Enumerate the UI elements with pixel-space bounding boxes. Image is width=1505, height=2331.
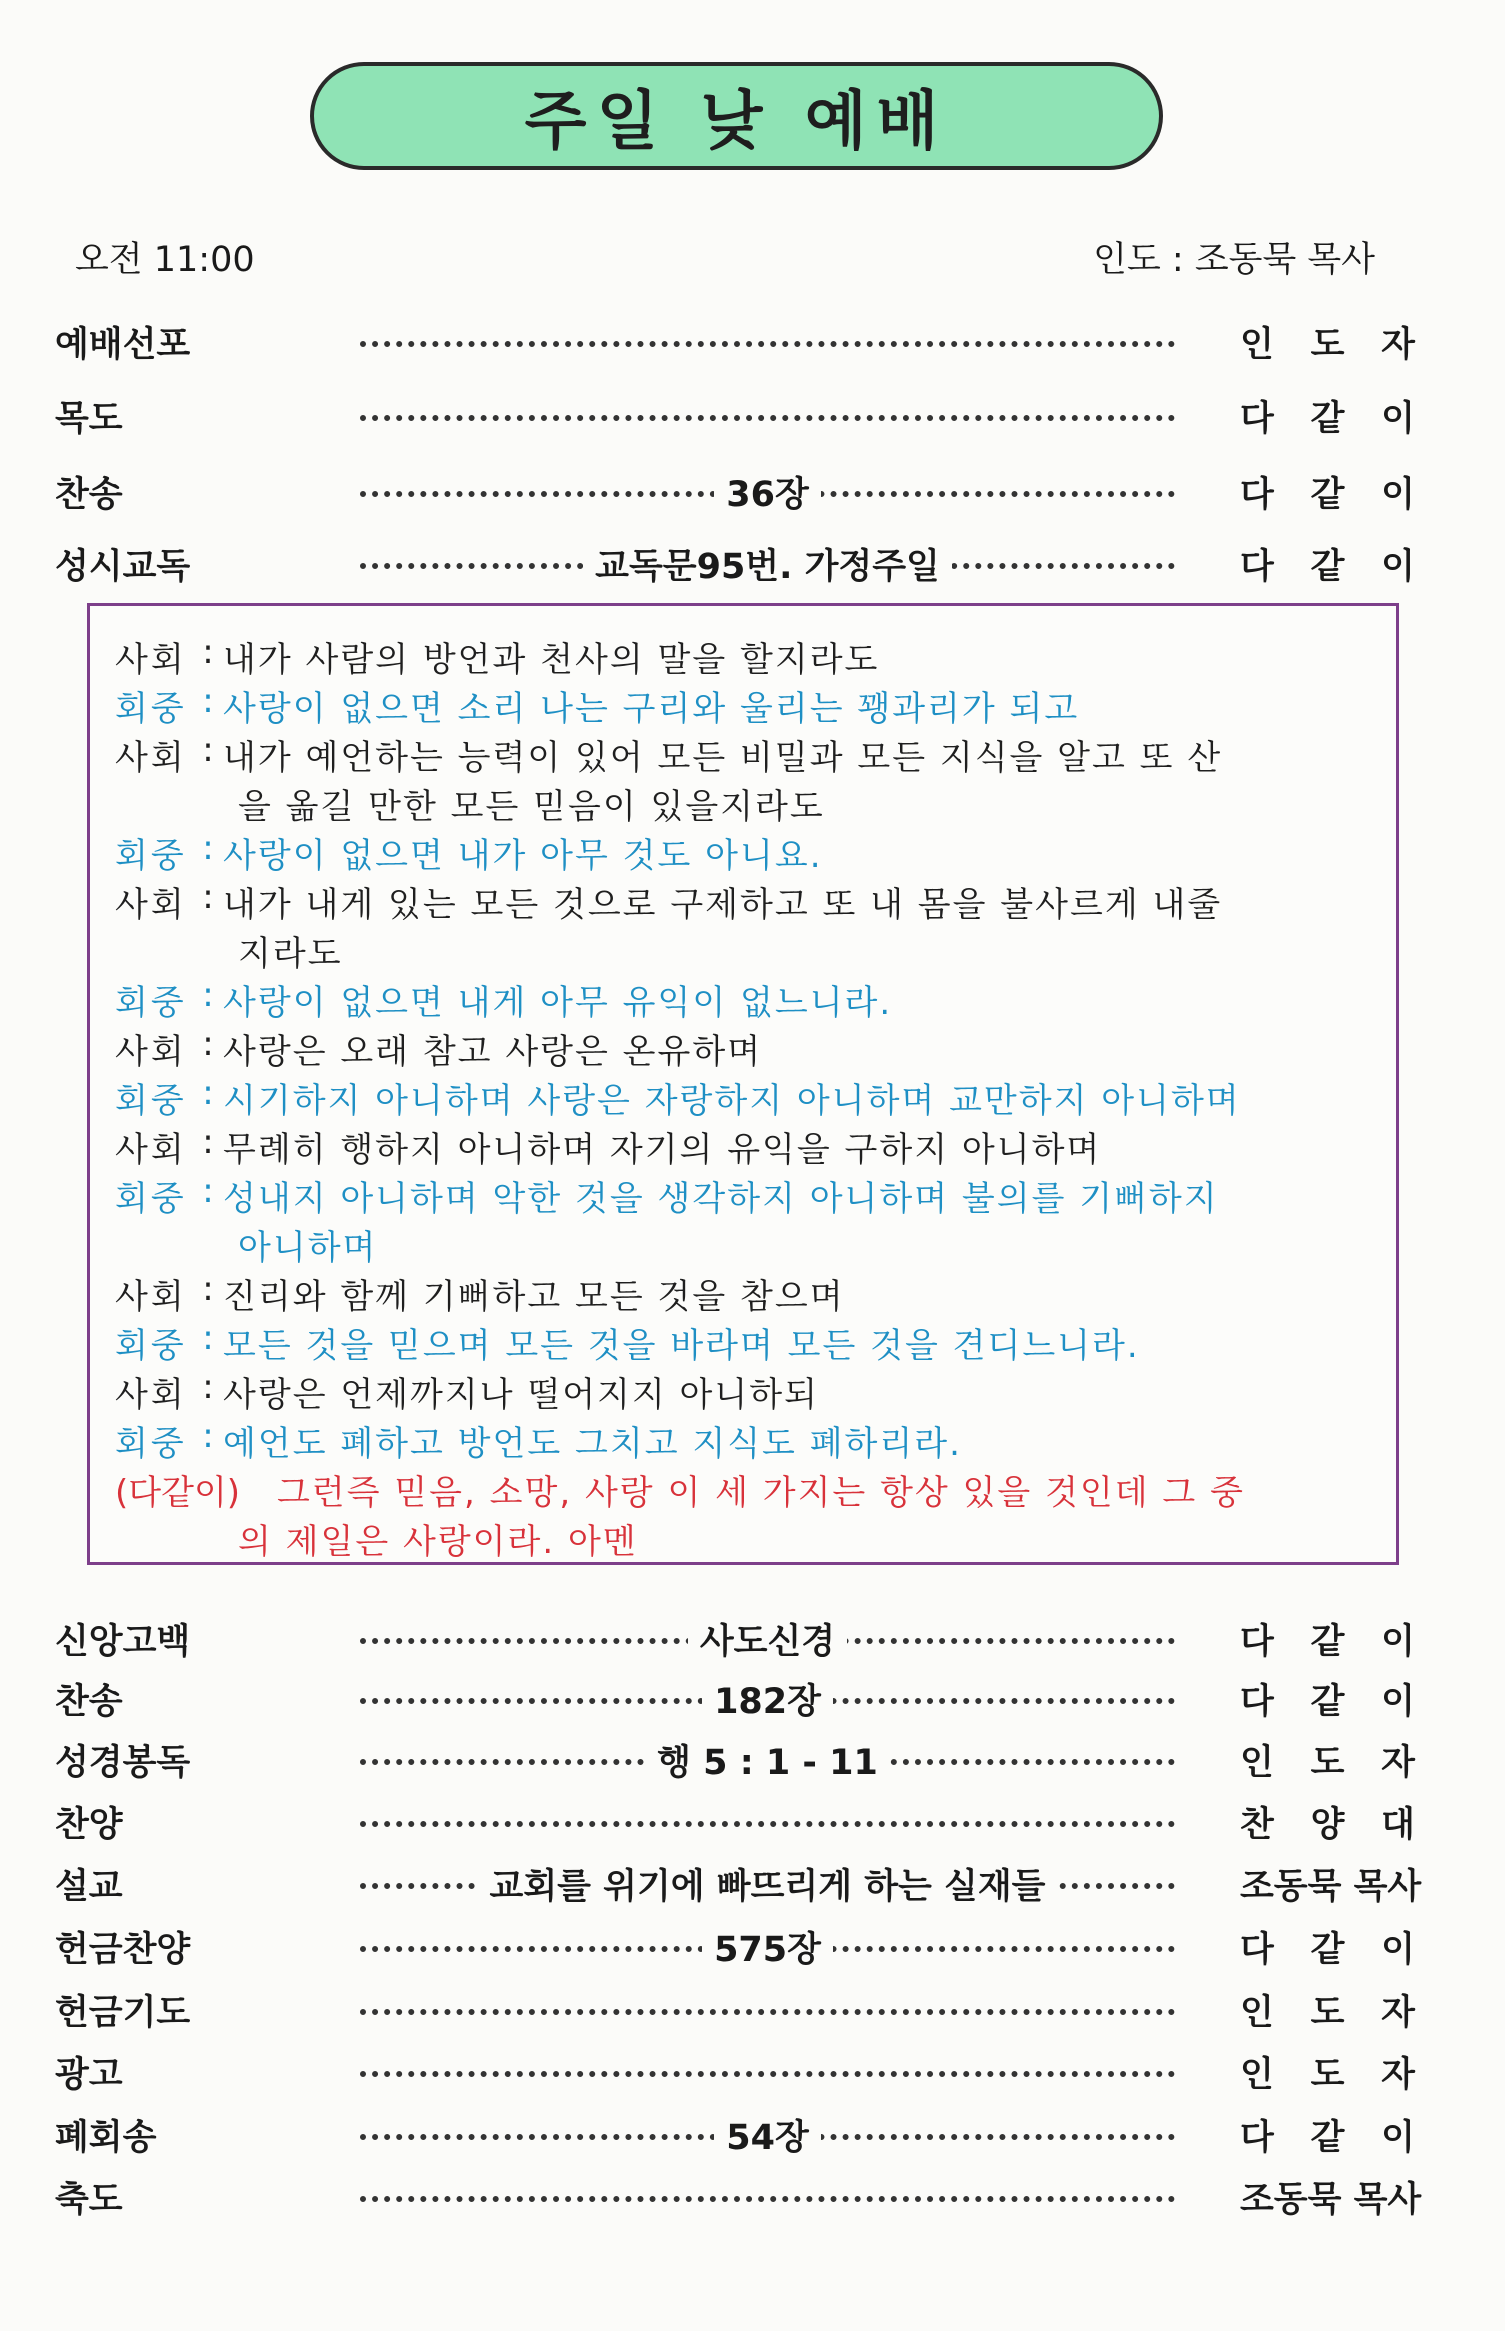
order-item-label: 성시교독 (55, 547, 191, 587)
dot-leader (360, 1821, 1175, 1827)
order-item-label: 성경봉독 (55, 1743, 191, 1783)
order-item (55, 2168, 1422, 2224)
reading-line: 회중 : 예언도 폐하고 방언도 그치고 지식도 폐하리라. (115, 1416, 962, 1464)
order-item-label: 목도 (55, 399, 123, 439)
order-item-participant: 인 도 자 (1240, 1993, 1415, 2033)
order-item (55, 2106, 1415, 2162)
reading-text: 무례히 행하지 아니하며 자기의 유익을 구하지 아니하며 (223, 1130, 1102, 1170)
reading-speaker: 사회 (115, 1032, 187, 1072)
reading-text: 사랑은 오래 참고 사랑은 온유하며 (223, 1032, 763, 1072)
reading-speaker: 회중 (115, 836, 187, 876)
order-item-detail: 사도신경 (360, 1614, 1175, 1664)
order-item-participant: 다 같 이 (1240, 1930, 1415, 1970)
reading-speaker: 사회 (115, 1375, 187, 1415)
dot-leader (360, 415, 1175, 421)
reading-line: 사회 : 내가 예언하는 능력이 있어 모든 비밀과 모든 지식을 알고 또 산 (115, 730, 1223, 778)
order-item-detail: 54장 (360, 2110, 1175, 2160)
reading-text: 진리와 함께 기뻐하고 모든 것을 참으며 (223, 1277, 845, 1317)
order-item-participant: 찬 양 대 (1240, 1805, 1415, 1845)
reading-line: 회중 : 사랑이 없으면 내가 아무 것도 아니요. (115, 828, 823, 876)
reading-line: 회중 : 사랑이 없으면 소리 나는 구리와 울리는 꽹과리가 되고 (115, 681, 1080, 729)
reading-text: 사랑이 없으면 내게 아무 유익이 없느니라. (223, 983, 893, 1023)
order-item (55, 1731, 1415, 1787)
reading-line (115, 1465, 1245, 1514)
order-item (55, 1855, 1422, 1911)
reading-text: 모든 것을 믿으며 모든 것을 바라며 모든 것을 견디느니라. (223, 1326, 1140, 1366)
service-leader: 인도 : 조동묵 목사 (1093, 240, 1375, 280)
order-item-label: 찬송 (55, 475, 123, 515)
order-item-label: 헌금기도 (55, 1993, 191, 2033)
reading-text-continued: 의 제일은 사랑이라. 아멘 (238, 1522, 638, 1562)
order-item-participant: 다 같 이 (1240, 1682, 1415, 1722)
order-item-participant: 다 같 이 (1240, 399, 1415, 439)
order-item-participant: 조동묵 목사 (1240, 1867, 1422, 1907)
order-item (55, 313, 1415, 369)
dot-leader (360, 2196, 1175, 2202)
reading-text: 성내지 아니하며 악한 것을 생각하지 아니하며 불의를 기뻐하지 (223, 1179, 1219, 1219)
order-item (55, 1610, 1415, 1666)
order-item-detail: 교회를 위기에 빠뜨리게 하는 실재들 (360, 1859, 1175, 1909)
order-item (55, 535, 1415, 591)
reading-line: 회중 : 모든 것을 믿으며 모든 것을 바라며 모든 것을 견디느니라. (115, 1318, 1140, 1366)
reading-line: 사회 : 진리와 함께 기뻐하고 모든 것을 참으며 (115, 1269, 845, 1317)
reading-speaker: (다같이) (115, 1473, 241, 1513)
reading-text: 예언도 폐하고 방언도 그치고 지식도 폐하리라. (223, 1424, 962, 1464)
reading-speaker: 회중 (115, 1179, 187, 1219)
reading-text-continued: 아니하며 (238, 1228, 378, 1268)
reading-line: 사회 : 무례히 행하지 아니하며 자기의 유익을 구하지 아니하며 (115, 1122, 1102, 1170)
reading-text: 그런즉 믿음, 소망, 사랑 이 세 가지는 항상 있을 것인데 그 중 (277, 1473, 1245, 1513)
order-item-label: 축도 (55, 2180, 123, 2220)
reading-text-continued: 을 옮길 만한 모든 믿음이 있을지라도 (238, 787, 825, 827)
reading-text: 내가 내게 있는 모든 것으로 구제하고 또 내 몸을 불사르게 내줄 (223, 885, 1223, 925)
reading-speaker: 회중 (115, 1326, 187, 1366)
reading-text: 사랑은 언제까지나 떨어지지 아니하되 (223, 1375, 819, 1415)
order-item-participant: 인 도 자 (1240, 1743, 1415, 1783)
order-item-label: 찬양 (55, 1805, 123, 1845)
reading-line: 사회 : 내가 내게 있는 모든 것으로 구제하고 또 내 몸을 불사르게 내줄 (115, 877, 1223, 925)
reading-line: 회중 : 시기하지 아니하며 사랑은 자랑하지 아니하며 교만하지 아니하며 (115, 1073, 1241, 1121)
order-item-participant: 인 도 자 (1240, 325, 1415, 365)
reading-speaker: 사회 (115, 640, 187, 680)
reading-speaker: 회중 (115, 1081, 187, 1121)
order-item-detail: 행 5 : 1 - 11 (360, 1735, 1175, 1785)
responsive-reading (87, 603, 1399, 1565)
reading-speaker: 회중 (115, 983, 187, 1023)
reading-line: 회중 : 사랑이 없으면 내게 아무 유익이 없느니라. (115, 975, 893, 1023)
reading-speaker: 회중 (115, 1424, 187, 1464)
reading-speaker: 사회 (115, 1130, 187, 1170)
order-item (55, 387, 1415, 443)
reading-speaker: 회중 (115, 689, 187, 729)
order-item-participant: 다 같 이 (1240, 2118, 1415, 2158)
reading-speaker: 사회 (115, 1277, 187, 1317)
order-item (55, 1918, 1415, 1974)
order-item-participant: 조동묵 목사 (1240, 2180, 1422, 2220)
order-item (55, 1981, 1415, 2037)
reading-line: 사회 : 사랑은 언제까지나 떨어지지 아니하되 (115, 1367, 819, 1415)
reading-text: 내가 사람의 방언과 천사의 말을 할지라도 (223, 640, 880, 680)
order-item-participant: 다 같 이 (1240, 1622, 1415, 1662)
reading-text: 사랑이 없으면 소리 나는 구리와 울리는 꽹과리가 되고 (223, 689, 1080, 729)
dot-leader (360, 341, 1175, 347)
service-time: 오전 11:00 (75, 240, 255, 280)
order-item-label: 설교 (55, 1867, 123, 1907)
order-item-participant: 다 같 이 (1240, 547, 1415, 587)
order-item (55, 463, 1415, 519)
reading-text: 시기하지 아니하며 사랑은 자랑하지 아니하며 교만하지 아니하며 (223, 1081, 1241, 1121)
order-item-participant: 다 같 이 (1240, 475, 1415, 515)
order-item (55, 1670, 1415, 1726)
reading-speaker: 사회 (115, 885, 187, 925)
order-item-label: 헌금찬양 (55, 1930, 191, 1970)
order-item-label: 찬송 (55, 1682, 123, 1722)
reading-speaker: 사회 (115, 738, 187, 778)
reading-line: 사회 : 내가 사람의 방언과 천사의 말을 할지라도 (115, 632, 880, 680)
reading-text-continued: 지라도 (238, 934, 343, 974)
reading-text: 사랑이 없으면 내가 아무 것도 아니요. (223, 836, 823, 876)
order-item-label: 폐회송 (55, 2118, 157, 2158)
dot-leader (360, 2071, 1175, 2077)
order-item-label: 광고 (55, 2055, 123, 2095)
dot-leader (360, 2009, 1175, 2015)
order-item (55, 1793, 1415, 1849)
order-item-label: 신앙고백 (55, 1622, 191, 1662)
order-item (55, 2043, 1415, 2099)
reading-line: 사회 : 사랑은 오래 참고 사랑은 온유하며 (115, 1024, 763, 1072)
order-item-detail: 교독문95번. 가정주일 (360, 539, 1175, 589)
reading-line: 회중 : 성내지 아니하며 악한 것을 생각하지 아니하며 불의를 기뻐하지 (115, 1171, 1219, 1219)
order-item-label: 예배선포 (55, 325, 191, 365)
order-item-detail: 575장 (360, 1922, 1175, 1972)
order-item-detail: 182장 (360, 1674, 1175, 1724)
page-title: 주일 낮 예배 (310, 62, 1163, 170)
order-item-detail: 36장 (360, 467, 1175, 517)
order-item-participant: 인 도 자 (1240, 2055, 1415, 2095)
reading-text: 내가 예언하는 능력이 있어 모든 비밀과 모든 지식을 알고 또 산 (223, 738, 1223, 778)
